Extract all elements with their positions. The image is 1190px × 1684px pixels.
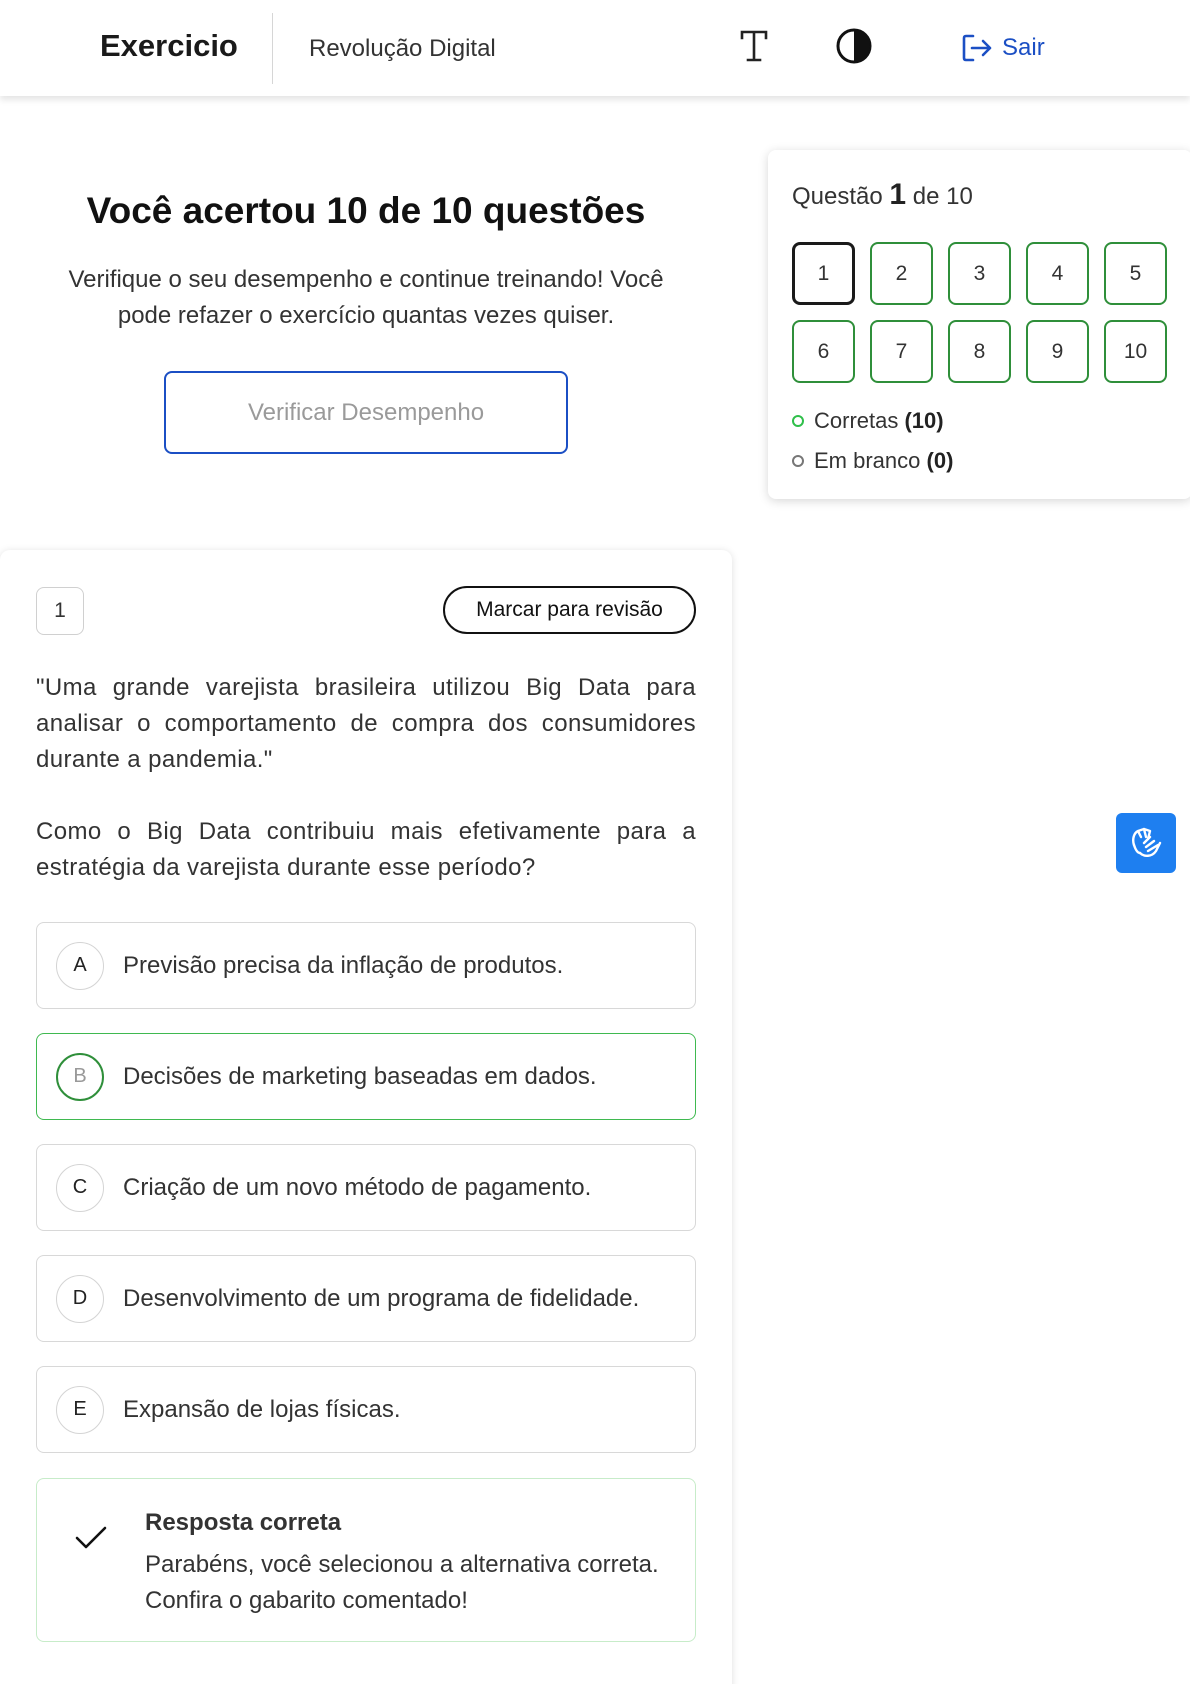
option-letter: D xyxy=(56,1275,104,1323)
contrast-button[interactable] xyxy=(834,24,874,68)
course-title: Revolução Digital xyxy=(309,35,496,62)
answer-feedback xyxy=(36,1478,696,1642)
current-question-number: 1 xyxy=(889,178,907,211)
option-text: Criação de um novo método de pagamento. xyxy=(123,1173,592,1201)
option-text: Desenvolvimento de um programa de fidelidade. xyxy=(123,1284,640,1312)
question-navigator xyxy=(768,150,1190,499)
sign-language-button[interactable] xyxy=(1116,813,1176,873)
question-button-1[interactable]: 1 xyxy=(792,242,855,305)
legend-correct-count: (10) xyxy=(904,408,944,433)
correct-dot-icon xyxy=(792,415,804,427)
option-text: Expansão de lojas físicas. xyxy=(123,1395,401,1423)
option-text: Previsão precisa da inflação de produtos. xyxy=(123,951,564,979)
option-text: Decisões de marketing baseadas em dados. xyxy=(123,1062,597,1090)
question-button-4[interactable]: 4 xyxy=(1026,242,1089,305)
legend-correct xyxy=(792,408,944,434)
mark-for-review-button[interactable]: Marcar para revisão xyxy=(443,586,696,634)
question-button-10[interactable]: 10 xyxy=(1104,320,1167,383)
question-button-3[interactable]: 3 xyxy=(948,242,1011,305)
option-d[interactable] xyxy=(36,1255,696,1342)
text-size-icon xyxy=(736,22,772,70)
result-description: Verifique o seu desempenho e continue treinando! Você pode refazer o exercício quantas vezes quiser. xyxy=(68,266,664,329)
question-button-6[interactable]: 6 xyxy=(792,320,855,383)
question-number-badge: 1 xyxy=(36,587,84,635)
question-button-8[interactable]: 8 xyxy=(948,320,1011,383)
option-letter: E xyxy=(56,1386,104,1434)
top-header xyxy=(0,0,1190,96)
question-quote: "Uma grande varejista brasileira utilizou Big Data para analisar o comportamento de compra dos consumidores durante a pandemia." xyxy=(36,674,696,773)
feedback-text: Parabéns, você selecionou a alternativa correta. Confira o gabarito comentado! xyxy=(145,1551,659,1614)
verify-performance-button[interactable]: Verificar Desempenho xyxy=(164,371,568,454)
question-grid xyxy=(792,242,1167,383)
legend-blank-label: Em branco xyxy=(814,448,921,473)
sign-language-icon xyxy=(1126,823,1166,863)
question-button-9[interactable]: 9 xyxy=(1026,320,1089,383)
logout-icon xyxy=(960,31,994,65)
header-divider xyxy=(272,13,273,84)
legend-blank-count: (0) xyxy=(926,448,954,473)
navigator-total: de 10 xyxy=(912,183,973,210)
navigator-prefix: Questão xyxy=(792,183,883,210)
contrast-icon xyxy=(834,24,874,68)
question-button-5[interactable]: 5 xyxy=(1104,242,1167,305)
option-letter: C xyxy=(56,1164,104,1212)
navigator-heading xyxy=(792,178,973,212)
font-size-button[interactable] xyxy=(736,22,772,70)
logout-button[interactable] xyxy=(960,30,1045,66)
question-statement xyxy=(36,670,696,886)
option-b[interactable] xyxy=(36,1033,696,1120)
blank-dot-icon xyxy=(792,455,804,467)
option-c[interactable] xyxy=(36,1144,696,1231)
option-letter: A xyxy=(56,942,104,990)
logout-label: Sair xyxy=(1002,34,1045,61)
option-letter: B xyxy=(56,1053,104,1101)
question-button-7[interactable]: 7 xyxy=(870,320,933,383)
app-title: Exercicio xyxy=(100,28,238,63)
legend-blank xyxy=(792,448,953,474)
feedback-title: Resposta correta xyxy=(145,1509,342,1536)
question-card xyxy=(0,550,732,1684)
check-icon xyxy=(73,1519,109,1555)
option-a[interactable] xyxy=(36,922,696,1009)
legend-correct-label: Corretas xyxy=(814,408,899,433)
question-prompt: Como o Big Data contribuiu mais efetivamente para a estratégia da varejista durante esse período? xyxy=(36,818,696,881)
result-title: Você acertou 10 de 10 questões xyxy=(86,190,646,231)
option-e[interactable] xyxy=(36,1366,696,1453)
question-button-2[interactable]: 2 xyxy=(870,242,933,305)
